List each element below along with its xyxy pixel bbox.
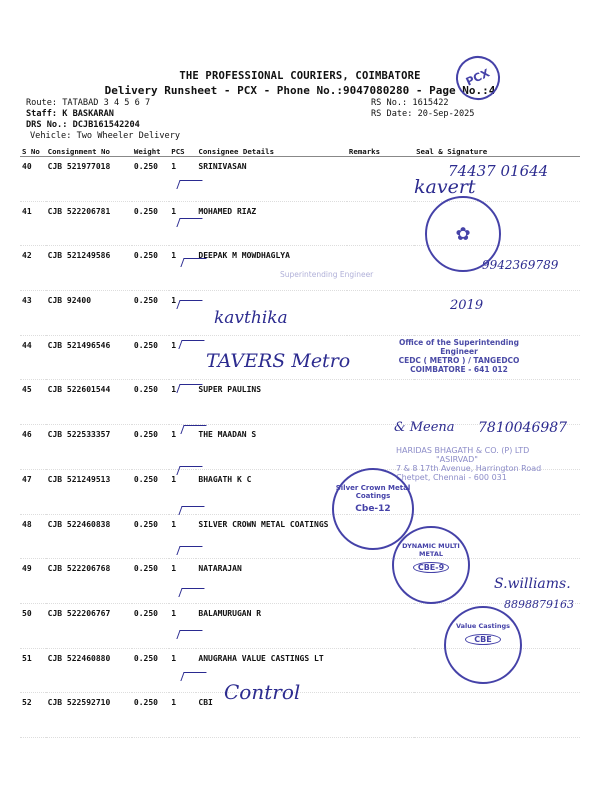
cell-pcs: 1 [169,648,196,693]
tick-mark [176,180,202,189]
handwritten-phone: 8898879163 [504,598,574,611]
cell-sno: 48 [20,514,46,559]
cell-consignment: CJB 522601544 [46,380,132,425]
col-pcs: PCS [169,146,196,157]
col-remarks: Remarks [347,146,414,157]
cell-pcs: 1 [169,693,196,738]
cell-remarks [347,693,414,738]
handwritten-signature: Control [224,680,301,704]
cell-weight: 0.250 [132,291,169,336]
cell-weight: 0.250 [132,648,169,693]
handwritten-signature: TAVERS Metro [206,350,351,372]
office-stamp-line3: COIMBATORE - 641 012 [410,365,508,374]
cell-weight: 0.250 [132,335,169,380]
cell-pcs: 1 [169,157,196,202]
cell-consignment: CJB 522206781 [46,201,132,246]
cell-consignment: CJB 521496546 [46,335,132,380]
handwritten-year: 2019 [450,298,484,313]
handwritten-name: S.williams. [494,576,571,592]
rs-date: RS Date: 20-Sep-2025 [371,109,475,119]
cell-sno: 43 [20,291,46,336]
cell-sno: 40 [20,157,46,202]
cell-consignment: CJB 92400 [46,291,132,336]
tick-mark [180,425,206,434]
cell-consignee: SUPER PAULINS [196,380,347,425]
silver-crown-code: Cbe-12 [355,504,391,514]
handwritten-phone: 7810046987 [478,420,568,436]
cell-consignee: SILVER CROWN METAL COATINGS [196,514,347,559]
cell-weight: 0.250 [132,559,169,604]
cell-pcs: 1 [169,603,196,648]
cell-pcs: 1 [169,380,196,425]
cell-consignee: CBI [196,693,347,738]
cell-weight: 0.250 [132,157,169,202]
cell-weight: 0.250 [132,514,169,559]
table-row [20,514,580,559]
cell-weight: 0.250 [132,380,169,425]
cell-sno: 45 [20,380,46,425]
tick-mark [178,506,204,515]
haridas-line1: HARIDAS BHAGATH & CO. (P) LTD [396,446,530,455]
cell-pcs: 1 [169,201,196,246]
office-stamp [384,338,534,374]
cell-pcs: 1 [169,514,196,559]
col-consignment: Consignment No [46,146,132,157]
silver-crown-text: Silver Crown Metal Coatings [335,484,411,500]
vehicle-label: Vehicle: Two Wheeler Delivery [30,131,181,141]
col-seal-signature: Seal & Signature [414,146,580,157]
tick-mark [176,384,202,393]
tick-mark [180,258,206,267]
cell-sno: 44 [20,335,46,380]
cell-weight: 0.250 [132,201,169,246]
rs-number: RS No.: 1615422 [371,98,449,108]
cell-pcs: 1 [169,469,196,514]
cell-pcs: 1 [169,246,196,291]
cell-consignee: SRINIVASAN [196,157,347,202]
handwritten-signature: kavthika [214,308,288,328]
tick-mark [176,300,202,309]
cell-sno: 51 [20,648,46,693]
cell-remarks [347,648,414,693]
haridas-line4: Chetpet, Chennai - 600 031 [396,473,507,482]
handwritten-phone: 74437 01644 [448,162,549,180]
cell-weight: 0.250 [132,469,169,514]
cell-consignment: CJB 522533357 [46,425,132,470]
cell-consignee: NATARAJAN [196,559,347,604]
route-label: Route: TATABAD 3 4 5 6 7 [26,98,151,108]
dynamic-metal-code: CBE-9 [413,562,449,573]
runsheet-subtitle: Delivery Runsheet - PCX - Phone No.:9047080280 - Page No.:4 [104,84,496,97]
dynamic-metal-text: DYNAMIC MULTI METAL [402,542,460,558]
cell-sno: 50 [20,603,46,648]
cell-weight: 0.250 [132,246,169,291]
tick-mark [176,466,202,475]
cell-consignment: CJB 521977018 [46,157,132,202]
cell-sno: 47 [20,469,46,514]
dynamic-metal-stamp [392,526,470,604]
cell-pcs: 1 [169,559,196,604]
cell-consignee: BHAGATH K C [196,469,347,514]
tick-mark [180,672,206,681]
cell-consignee: BALAMURUGAN R [196,603,347,648]
table-header-row [20,146,580,157]
office-stamp-line2: CEDC ( METRO ) / TANGEDCO [398,356,520,365]
cell-sno: 49 [20,559,46,604]
haridas-line2: "ASIRVAD" [436,455,478,464]
col-sno: S No [20,146,46,157]
cell-consignment: CJB 522460838 [46,514,132,559]
cell-remarks [347,603,414,648]
handwritten-name: & Meena [394,420,455,435]
tick-mark [178,340,204,349]
cell-consignee: DEEPAK M MOWDHAGLYA [196,246,347,291]
superintending-text: Superintending Engineer [280,270,374,279]
pcx-stamp: PCX [449,49,507,107]
tick-mark [176,630,202,639]
valve-castings-stamp [444,606,522,684]
col-consignee: Consignee Details [196,146,347,157]
cell-signature [414,291,580,336]
cell-consignee: MOHAMED RIAZ [196,201,347,246]
cell-remarks [347,201,414,246]
cell-pcs: 1 [169,335,196,380]
cell-consignee: ANUGRAHA VALUE CASTINGS LT [196,648,347,693]
cell-pcs: 1 [169,291,196,336]
cell-weight: 0.250 [132,603,169,648]
cell-remarks [347,246,414,291]
superintending-stamp [280,270,430,279]
handwritten-phone: 9942369789 [482,258,559,272]
cell-consignment: CJB 522460880 [46,648,132,693]
cell-consignment: CJB 522592710 [46,693,132,738]
office-stamp-line1: Office of the Superintending Engineer [399,338,519,356]
cell-sno: 46 [20,425,46,470]
cell-signature [414,380,580,425]
tick-mark [176,218,202,227]
cell-remarks [347,380,414,425]
col-weight: Weight [132,146,169,157]
staff-label: Staff: K BASKARAN [26,109,114,119]
handwritten-signature: kavert [414,176,476,198]
haridas-stamp [396,446,596,482]
cell-consignment: CJB 521249586 [46,246,132,291]
cell-consignment: CJB 521249513 [46,469,132,514]
drs-number: DRS No.: DCJB161542204 [26,120,140,130]
haridas-line3: 7 & 8 17th Avenue, Harrington Road [396,464,542,473]
table-row [20,291,580,336]
company-title: THE PROFESSIONAL COURIERS, COIMBATORE [179,70,421,82]
cell-pcs: 1 [169,425,196,470]
cell-remarks [347,291,414,336]
company-seal-stamp: ✿ [425,196,501,272]
cell-sno: 52 [20,693,46,738]
cell-consignee: THE MAADAN S [196,425,347,470]
tick-mark [178,588,204,597]
tick-mark [176,546,202,555]
cell-sno: 42 [20,246,46,291]
cell-consignment: CJB 522206768 [46,559,132,604]
valve-castings-text: Value Castings [455,622,511,630]
cell-weight: 0.250 [132,425,169,470]
valve-castings-code: CBE [465,634,501,645]
cell-weight: 0.250 [132,693,169,738]
cell-sno: 41 [20,201,46,246]
cell-signature [414,693,580,738]
cell-remarks [347,157,414,202]
cell-consignment: CJB 522206767 [46,603,132,648]
table-row [20,380,580,425]
